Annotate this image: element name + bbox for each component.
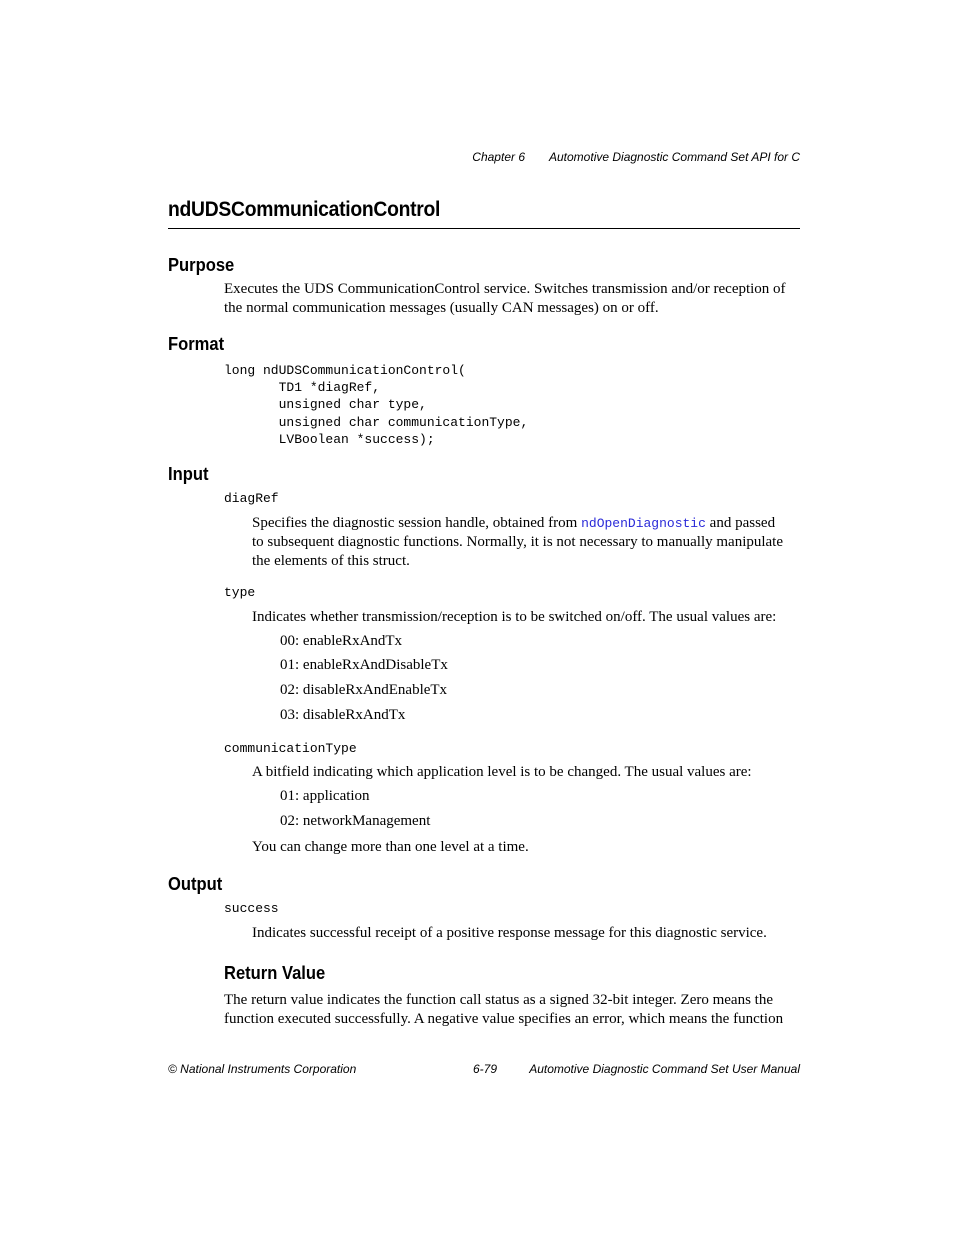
purpose-text [224,280,786,318]
header-section: Automotive Diagnostic Command Set API for C [549,150,800,164]
communicationtype-description: A bitfield indicating which application level is to be changed. The usual values are: [252,764,752,780]
return-value-line-1: The return value indicates the function call status as a signed 32-bit integer. Zero means the [224,992,773,1008]
list-item: 02: networkManagement [280,813,431,829]
format-code [224,362,528,448]
footer-page-number: 6-79 [473,1062,498,1076]
header-chapter: Chapter 6 [472,150,525,164]
return-value-line-2: function executed successfully. A negative value specifies an error, which means the function [224,1011,784,1027]
code-line: LVBoolean *success); [224,431,435,447]
purpose-line-1: Executes the UDS CommunicationControl service. Switches transmission and/or reception of [224,281,786,297]
footer-manual-title: Automotive Diagnostic Command Set User Manual [529,1062,800,1076]
communicationtype-note: You can change more than one level at a time. [252,839,529,855]
diagref-line-1 [252,514,783,533]
running-header [472,150,800,164]
param-communicationtype: communicationType [224,741,357,756]
list-item: 01: enableRxAndDisableTx [280,657,448,673]
diagref-line-2: to subsequent diagnostic functions. Normally, it is not necessary to manually manipulate [252,534,784,550]
param-success: success [224,901,279,916]
param-diagref: diagRef [224,491,279,506]
code-line: unsigned char type, [224,397,427,413]
diagref-desc-post: and passed [705,515,776,531]
output-heading: Output [168,874,223,894]
return-value-text [224,991,783,1029]
input-heading: Input [168,464,209,484]
list-item: 01: application [280,788,370,804]
list-item: 03: disableRxAndTx [280,707,406,723]
type-description: Indicates whether transmission/reception is to be switched on/off. The usual values are: [252,609,777,625]
code-line: long ndUDSCommunicationControl( [224,363,466,378]
diagref-desc-pre: Specifies the diagnostic session handle, obtained from [252,515,582,531]
list-item: 00: enableRxAndTx [280,633,403,649]
purpose-line-2: the normal communication messages (usually CAN messages) on or off. [224,300,659,316]
code-line: unsigned char communicationType, [224,414,529,430]
diagref-description [252,514,783,571]
success-description: Indicates successful receipt of a positive response message for this diagnostic service. [252,925,767,941]
code-line: TD1 *diagRef, [224,380,381,396]
return-value-heading: Return Value [224,963,326,983]
page-title: ndUDSCommunicationControl [168,198,441,221]
diagref-line-3: the elements of this struct. [252,553,410,569]
format-heading: Format [168,334,225,354]
list-item: 02: disableRxAndEnableTx [280,682,448,698]
purpose-heading: Purpose [168,255,235,275]
ndopendiagnostic-link[interactable]: ndOpenDiagnostic [581,516,706,531]
param-type: type [224,585,256,600]
title-rule [168,228,800,229]
footer-copyright: © National Instruments Corporation [168,1062,357,1076]
